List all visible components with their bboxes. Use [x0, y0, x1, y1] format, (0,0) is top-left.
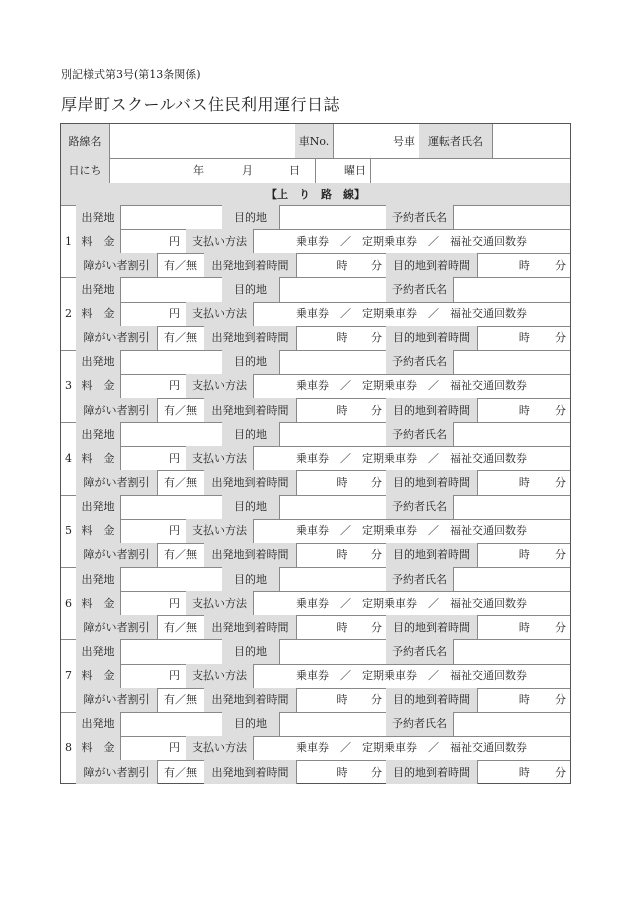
minute-unit: 分	[371, 548, 382, 562]
payment-options[interactable]: 乗車券 ／ 定期乗車券 ／ 福祉交通回数券	[296, 234, 527, 248]
date-label: 日にち	[61, 158, 109, 183]
fare-label: 料 金	[76, 374, 120, 398]
hour-unit: 時	[336, 548, 348, 562]
fare-field[interactable]	[120, 736, 186, 760]
dest-arrival-time[interactable]	[477, 470, 570, 494]
destination-label: 目的地	[222, 567, 279, 591]
minute-unit: 分	[555, 548, 566, 562]
minute-unit: 分	[371, 765, 382, 779]
payment-options[interactable]: 乗車券 ／ 定期乗車券 ／ 福祉交通回数券	[296, 596, 527, 610]
origin-label: 出発地	[76, 277, 120, 301]
disability-yes-no[interactable]: 有／無	[164, 548, 197, 562]
fare-label: 料 金	[76, 302, 120, 326]
origin-label: 出発地	[76, 205, 120, 229]
driver-field[interactable]	[492, 124, 570, 158]
payment-options[interactable]: 乗車券 ／ 定期乗車券 ／ 福祉交通回数券	[296, 307, 527, 321]
payment-label: 支払い方法	[186, 446, 253, 470]
year-unit: 年	[193, 164, 204, 177]
fare-label: 料 金	[76, 519, 120, 543]
disability-label: 障がい者割引	[76, 543, 157, 567]
destination-label: 目的地	[222, 639, 279, 663]
yen-unit: 円	[169, 451, 180, 465]
origin-arrival-label: 出発地到着時間	[204, 688, 296, 712]
reserver-label: 予約者氏名	[386, 495, 453, 519]
minute-unit: 分	[555, 476, 566, 490]
origin-field[interactable]	[120, 567, 222, 591]
hour-unit: 時	[336, 620, 348, 634]
fare-field[interactable]	[120, 591, 186, 615]
entry-number: 6	[65, 596, 72, 610]
minute-unit: 分	[371, 258, 382, 272]
reserver-field[interactable]	[453, 205, 570, 229]
minute-unit: 分	[555, 403, 566, 417]
form-reference: 別記様式第3号(第13条関係)	[61, 68, 201, 81]
reserver-field[interactable]	[453, 639, 570, 663]
reserver-field[interactable]	[453, 712, 570, 736]
disability-yes-no[interactable]: 有／無	[164, 476, 197, 490]
dest-arrival-time[interactable]	[477, 253, 570, 277]
disability-label: 障がい者割引	[76, 760, 157, 784]
origin-arrival-time[interactable]	[296, 398, 386, 422]
destination-label: 目的地	[222, 712, 279, 736]
reserver-label: 予約者氏名	[386, 422, 453, 446]
hour-unit: 時	[336, 258, 348, 272]
origin-arrival-label: 出発地到着時間	[204, 470, 296, 494]
yen-unit: 円	[169, 234, 180, 248]
fare-field[interactable]	[120, 446, 186, 470]
entry-number: 5	[65, 524, 72, 538]
hour-unit: 時	[518, 548, 530, 562]
disability-yes-no[interactable]: 有／無	[164, 258, 197, 272]
disability-label: 障がい者割引	[76, 326, 157, 350]
hour-unit: 時	[518, 765, 530, 779]
entry-number: 2	[65, 307, 72, 321]
origin-label: 出発地	[76, 639, 120, 663]
fare-label: 料 金	[76, 664, 120, 688]
car-no-field[interactable]	[333, 124, 419, 158]
fare-field[interactable]	[120, 664, 186, 688]
dest-arrival-time[interactable]	[477, 688, 570, 712]
destination-label: 目的地	[222, 350, 279, 374]
minute-unit: 分	[371, 403, 382, 417]
reserver-label: 予約者氏名	[386, 277, 453, 301]
payment-options[interactable]: 乗車券 ／ 定期乗車券 ／ 福祉交通回数券	[296, 741, 527, 755]
destination-label: 目的地	[222, 422, 279, 446]
disability-yes-no[interactable]: 有／無	[164, 331, 197, 345]
origin-label: 出発地	[76, 495, 120, 519]
reserver-label: 予約者氏名	[386, 639, 453, 663]
payment-label: 支払い方法	[186, 664, 253, 688]
disability-label: 障がい者割引	[76, 470, 157, 494]
fare-field[interactable]	[120, 302, 186, 326]
reserver-label: 予約者氏名	[386, 567, 453, 591]
fare-field[interactable]	[120, 519, 186, 543]
dest-arrival-time[interactable]	[477, 398, 570, 422]
reserver-field[interactable]	[453, 277, 570, 301]
origin-field[interactable]	[120, 639, 222, 663]
destination-field[interactable]	[279, 277, 386, 301]
hour-unit: 時	[336, 765, 348, 779]
dest-arrival-label: 目的地到着時間	[386, 615, 477, 639]
hour-unit: 時	[518, 258, 530, 272]
destination-field[interactable]	[279, 712, 386, 736]
hour-unit: 時	[336, 403, 348, 417]
origin-label: 出発地	[76, 712, 120, 736]
origin-field[interactable]	[120, 495, 222, 519]
hour-unit: 時	[518, 693, 530, 707]
fare-label: 料 金	[76, 446, 120, 470]
payment-label: 支払い方法	[186, 519, 253, 543]
minute-unit: 分	[555, 331, 566, 345]
disability-yes-no[interactable]: 有／無	[164, 693, 197, 707]
destination-field[interactable]	[279, 495, 386, 519]
hour-unit: 時	[336, 476, 348, 490]
destination-label: 目的地	[222, 277, 279, 301]
yen-unit: 円	[169, 379, 180, 393]
reserver-label: 予約者氏名	[386, 350, 453, 374]
fare-field[interactable]	[120, 229, 186, 253]
origin-arrival-time[interactable]	[296, 253, 386, 277]
origin-arrival-label: 出発地到着時間	[204, 253, 296, 277]
origin-arrival-time[interactable]	[296, 470, 386, 494]
disability-yes-no[interactable]: 有／無	[164, 765, 197, 779]
dest-arrival-time[interactable]	[477, 615, 570, 639]
hour-unit: 時	[336, 331, 348, 345]
destination-label: 目的地	[222, 495, 279, 519]
fare-field[interactable]	[120, 374, 186, 398]
origin-arrival-time[interactable]	[296, 326, 386, 350]
dest-arrival-time[interactable]	[477, 760, 570, 784]
disability-yes-no[interactable]: 有／無	[164, 620, 197, 634]
origin-arrival-time[interactable]	[296, 688, 386, 712]
minute-unit: 分	[555, 693, 566, 707]
destination-field[interactable]	[279, 350, 386, 374]
origin-arrival-label: 出発地到着時間	[204, 615, 296, 639]
dest-arrival-label: 目的地到着時間	[386, 470, 477, 494]
disability-label: 障がい者割引	[76, 253, 157, 277]
yen-unit: 円	[169, 524, 180, 538]
fare-label: 料 金	[76, 229, 120, 253]
dest-arrival-label: 目的地到着時間	[386, 760, 477, 784]
minute-unit: 分	[371, 620, 382, 634]
entry-number: 4	[65, 451, 72, 465]
destination-field[interactable]	[279, 422, 386, 446]
dest-arrival-label: 目的地到着時間	[386, 688, 477, 712]
payment-options[interactable]: 乗車券 ／ 定期乗車券 ／ 福祉交通回数券	[296, 669, 527, 683]
yen-unit: 円	[169, 741, 180, 755]
origin-arrival-label: 出発地到着時間	[204, 398, 296, 422]
origin-arrival-label: 出発地到着時間	[204, 543, 296, 567]
date-field[interactable]	[109, 158, 315, 183]
page-title: 厚岸町スクールバス住民利用運行日誌	[61, 95, 341, 114]
driver-label: 運転者氏名	[419, 124, 492, 158]
hour-unit: 時	[336, 693, 348, 707]
day-unit: 日	[289, 164, 300, 177]
reserver-field[interactable]	[453, 350, 570, 374]
minute-unit: 分	[371, 476, 382, 490]
reserver-label: 予約者氏名	[386, 712, 453, 736]
dest-arrival-time[interactable]	[477, 543, 570, 567]
route-label: 路線名	[61, 124, 109, 158]
entry-number: 8	[65, 741, 72, 755]
hour-unit: 時	[518, 476, 530, 490]
weekday-field[interactable]	[315, 158, 370, 183]
payment-options[interactable]: 乗車券 ／ 定期乗車券 ／ 福祉交通回数券	[296, 451, 527, 465]
reserver-label: 予約者氏名	[386, 205, 453, 229]
month-unit: 月	[242, 164, 253, 177]
log-table	[60, 123, 571, 784]
hour-unit: 時	[518, 403, 530, 417]
origin-field[interactable]	[120, 712, 222, 736]
weekday-unit: 曜日	[344, 164, 366, 177]
destination-field[interactable]	[279, 639, 386, 663]
dest-arrival-label: 目的地到着時間	[386, 253, 477, 277]
yen-unit: 円	[169, 307, 180, 321]
origin-field[interactable]	[120, 277, 222, 301]
origin-label: 出発地	[76, 350, 120, 374]
minute-unit: 分	[371, 693, 382, 707]
destination-field[interactable]	[279, 205, 386, 229]
dest-arrival-label: 目的地到着時間	[386, 326, 477, 350]
entry-number: 1	[65, 234, 72, 248]
payment-options[interactable]: 乗車券 ／ 定期乗車券 ／ 福祉交通回数券	[296, 524, 527, 538]
payment-label: 支払い方法	[186, 736, 253, 760]
yen-unit: 円	[169, 669, 180, 683]
origin-arrival-time[interactable]	[296, 760, 386, 784]
minute-unit: 分	[555, 620, 566, 634]
entry-number: 3	[65, 379, 72, 393]
origin-label: 出発地	[76, 567, 120, 591]
dest-arrival-label: 目的地到着時間	[386, 398, 477, 422]
fare-label: 料 金	[76, 591, 120, 615]
fare-label: 料 金	[76, 736, 120, 760]
payment-label: 支払い方法	[186, 229, 253, 253]
origin-arrival-time[interactable]	[296, 615, 386, 639]
origin-label: 出発地	[76, 422, 120, 446]
dest-arrival-time[interactable]	[477, 326, 570, 350]
hour-unit: 時	[518, 331, 530, 345]
car-no-label: 車No.	[295, 124, 333, 158]
entry-number: 7	[65, 669, 72, 683]
disability-label: 障がい者割引	[76, 615, 157, 639]
hour-unit: 時	[518, 620, 530, 634]
payment-options[interactable]: 乗車券 ／ 定期乗車券 ／ 福祉交通回数券	[296, 379, 527, 393]
origin-arrival-label: 出発地到着時間	[204, 760, 296, 784]
payment-label: 支払い方法	[186, 591, 253, 615]
origin-arrival-label: 出発地到着時間	[204, 326, 296, 350]
minute-unit: 分	[555, 765, 566, 779]
minute-unit: 分	[555, 258, 566, 272]
reserver-field[interactable]	[453, 567, 570, 591]
payment-label: 支払い方法	[186, 374, 253, 398]
origin-arrival-time[interactable]	[296, 543, 386, 567]
destination-label: 目的地	[222, 205, 279, 229]
origin-field[interactable]	[120, 350, 222, 374]
disability-label: 障がい者割引	[76, 398, 157, 422]
disability-label: 障がい者割引	[76, 688, 157, 712]
disability-yes-no[interactable]: 有／無	[164, 403, 197, 417]
dest-arrival-label: 目的地到着時間	[386, 543, 477, 567]
section-title: 【上 り 路 線】	[61, 183, 570, 205]
destination-field[interactable]	[279, 567, 386, 591]
yen-unit: 円	[169, 596, 180, 610]
payment-label: 支払い方法	[186, 302, 253, 326]
reserver-field[interactable]	[453, 422, 570, 446]
minute-unit: 分	[371, 331, 382, 345]
car-no-suffix: 号車	[393, 134, 415, 148]
origin-field[interactable]	[120, 205, 222, 229]
route-field[interactable]	[109, 124, 295, 158]
origin-field[interactable]	[120, 422, 222, 446]
reserver-field[interactable]	[453, 495, 570, 519]
